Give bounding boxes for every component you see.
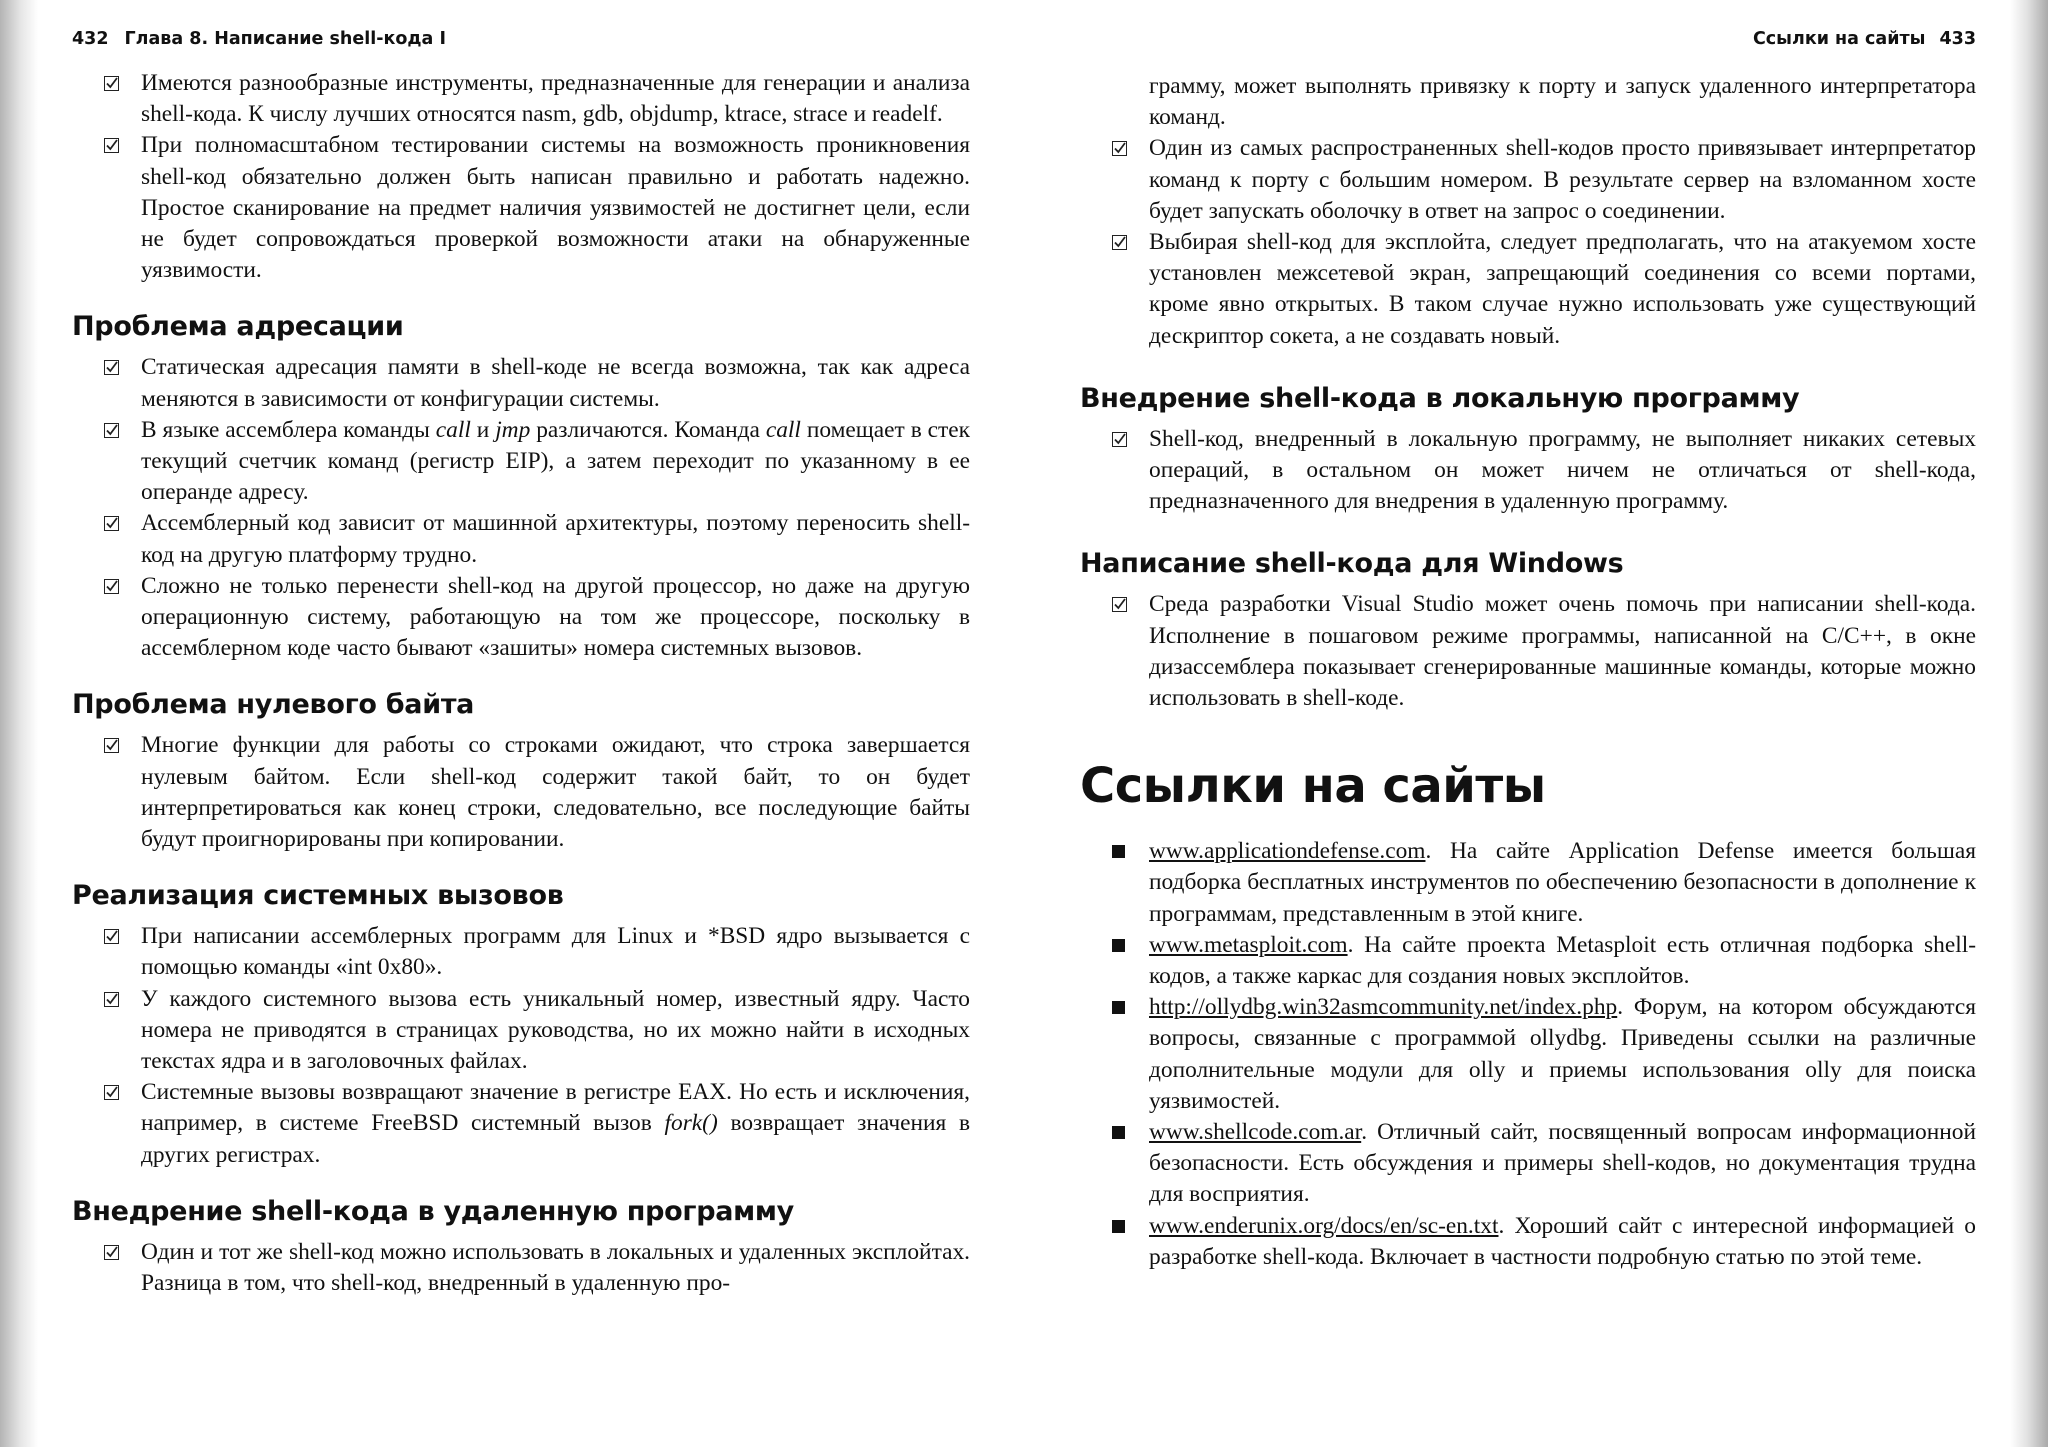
section-heading-null-byte: Проблема нулевого байта [72, 689, 475, 721]
link-item: www.shellcode.com.ar. Отличный сайт, посвященный вопросам информационной безопасности. Есть обсуждения и примеры shell-кодов, но документация трудна для восприятия. [1080, 1117, 1976, 1211]
left-content [72, 68, 970, 1299]
list-item: Сложно не только перенести shell-код на другой процессор, но даже на другую операционную систему, работающую на том же процессоре, поскольку в ассемблерном коде часто бывают «зашиты» номера системных вызовов. [72, 571, 970, 665]
checkbox-icon [104, 423, 119, 438]
checkbox-icon [104, 516, 119, 531]
list-item: Имеются разнообразные инструменты, предназначенные для генерации и анализа shell-кода. К числу лучших относятся nasm, gdb, objdump, ktrace, strace и readelf. [72, 68, 970, 130]
checkbox-icon [104, 738, 119, 753]
bullet-square-icon [1112, 939, 1125, 952]
link-url[interactable]: www.shellcode.com.ar [1149, 1119, 1362, 1146]
list-item: Выбирая shell-код для эксплойта, следует предполагать, что на атакуемом хосте установлен межсетевой экран, запрещающий соединения со всеми портами, кроме явно открытых. В таком случае нужно использовать уже существующий дескриптор сокета, а не создавать новый. [1080, 227, 1976, 352]
checkbox-icon [1112, 235, 1127, 250]
running-head-right [1080, 29, 1976, 57]
section-heading-syscalls: Реализация системных вызовов [72, 880, 564, 912]
list-item-continuation: грамму, может выполнять привязку к порту и запуск удаленного интерпретатора команд. [1149, 73, 1976, 131]
bullet-square-icon [1112, 1220, 1125, 1233]
checkbox-icon [104, 929, 119, 944]
running-head-left [72, 29, 970, 57]
list-item: Системные вызовы возвращают значение в регистре EAX. Но есть и исключения, например, в системе FreeBSD системный вызов fork() возвращает значения в других регистрах. [72, 1077, 970, 1171]
list-item: Shell-код, внедренный в локальную программу, не выполняет никаких сетевых операций, в остальном он может ничем не отличаться от shell-кода, предназначенного для внедрения в удаленную программу. [1080, 424, 1976, 518]
section-heading-local: Внедрение shell-кода в локальную программу [1080, 382, 1800, 414]
list-item: Один из самых распространенных shell-кодов просто привязывает интерпретатор команд к порту с большим номером. В результате сервер на взломанном хосте будет запускать оболочку в ответ на запрос о соединении. [1080, 133, 1976, 227]
page-number: 432 [72, 29, 109, 49]
link-url[interactable]: www.enderunix.org/docs/en/sc-en.txt [1149, 1212, 1499, 1239]
checkbox-icon [104, 138, 119, 153]
list-item: В языке ассемблера команды call и jmp различаются. Команда call помещает в стек текущий счетчик команд (регистр EIP), а затем переходит по указанному в ее операнде адресу. [72, 415, 970, 509]
right-page-edge [2010, 0, 2048, 1447]
page-number: 433 [1939, 29, 1976, 49]
list-item: Многие функции для работы со строками ожидают, что строка завершается нулевым байтом. Если shell-код содержит такой байт, то он будет интерпретироваться как конец строки, следовательно, все последующие байты будут проигнорированы при копировании. [72, 730, 970, 855]
checkbox-icon [104, 1085, 119, 1100]
bullet-square-icon [1112, 845, 1125, 858]
link-url[interactable]: http://ollydbg.win32asmcommunity.net/index.php [1149, 994, 1618, 1021]
links-heading: Ссылки на сайты [1080, 758, 1546, 815]
list-item: При полномасштабном тестировании системы на возможность проникновения shell-код обязательно должен быть написан правильно и работать надежно. Простое сканирование на предмет наличия уязвимостей не достигнет цели, если не будет сопровождаться проверкой возможности атаки на обнаруженные уязвимости. [72, 130, 970, 286]
link-url[interactable]: www.metasploit.com [1149, 931, 1348, 958]
list-item: У каждого системного вызова есть уникальный номер, известный ядру. Часто номера не приводятся в страницах руководства, но их можно найти в исходных текстах ядра и в заголовочных файлах. [72, 984, 970, 1078]
checkbox-icon [104, 76, 119, 91]
section-heading-windows: Написание shell-кода для Windows [1080, 548, 1624, 580]
link-url[interactable]: www.applicationdefense.com [1149, 838, 1426, 865]
list-item: Статическая адресация памяти в shell-коде не всегда возможна, так как адреса меняются в зависимости от конфигурации системы. [72, 352, 970, 414]
list-item: Среда разработки Visual Studio может очень помочь при написании shell-кода. Исполнение в пошаговом режиме программы, написанной на C/C++, в окне дизассемблера показывает сгенерированные машинные команды, которые можно использовать в shell-коде. [1080, 589, 1976, 714]
chapter-title: Глава 8. Написание shell-кода I [124, 29, 446, 49]
list-item: Один и тот же shell-код можно использовать в локальных и удаленных эксплойтах. Разница в том, что shell-код, внедренный в удаленную про- [72, 1237, 970, 1299]
checkbox-icon [104, 360, 119, 375]
section-heading-remote: Внедрение shell-кода в удаленную программу [72, 1195, 794, 1227]
checkbox-icon [104, 992, 119, 1007]
link-item: www.metasploit.com. На сайте проекта Metasploit есть отличная подборка shell-кодов, а также каркас для создания новых эксплойтов. [1080, 930, 1976, 992]
bullet-square-icon [1112, 1126, 1125, 1139]
left-page-edge [0, 0, 38, 1447]
checkbox-icon [104, 1245, 119, 1260]
left-page [72, 0, 970, 1447]
checkbox-icon [1112, 141, 1127, 156]
right-content [1080, 71, 1976, 1273]
checkbox-icon [104, 579, 119, 594]
checkbox-icon [1112, 432, 1127, 447]
link-item: www.enderunix.org/docs/en/sc-en.txt. Хороший сайт с интересной информацией о разработке shell-кода. Включает в частности подробную статью по этой теме. [1080, 1211, 1976, 1273]
list-item: При написании ассемблерных программ для Linux и *BSD ядро вызывается с помощью команды «int 0x80». [72, 921, 970, 983]
list-item: Ассемблерный код зависит от машинной архитектуры, поэтому переносить shell-код на другую платформу трудно. [72, 508, 970, 570]
link-item: www.applicationdefense.com. На сайте Application Defense имеется большая подборка бесплатных инструментов по обеспечению безопасности в дополнение к программам, представленным в этой книге. [1080, 836, 1976, 930]
checkbox-icon [1112, 597, 1127, 612]
section-title: Ссылки на сайты [1752, 29, 1926, 49]
section-heading-addressing: Проблема адресации [72, 311, 404, 343]
right-page [1080, 0, 1976, 1447]
bullet-square-icon [1112, 1001, 1125, 1014]
link-item: http://ollydbg.win32asmcommunity.net/index.php. Форум, на котором обсуждаются вопросы, связанные с программой ollydbg. Приведены ссылки на различные дополнительные модули для olly и приемы использования olly для поиска уязвимостей. [1080, 992, 1976, 1117]
